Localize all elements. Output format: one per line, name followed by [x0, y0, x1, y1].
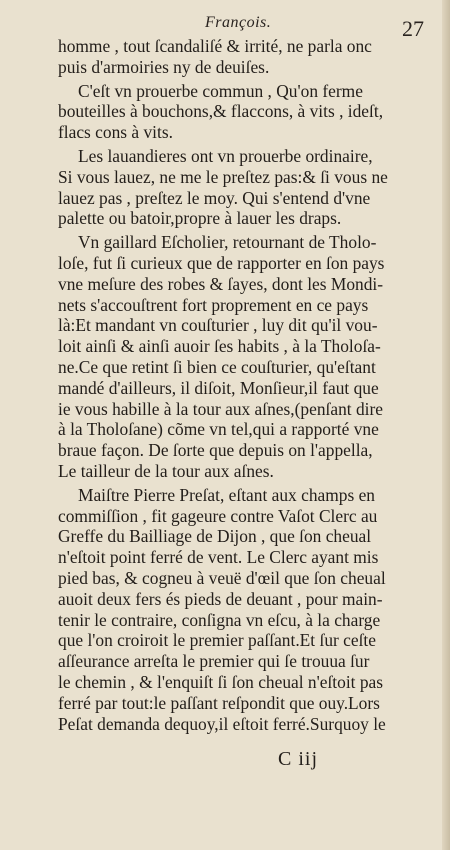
text-line: Le tailleur de la tour aux aſnes. [58, 460, 274, 481]
signature-mark: C iij [278, 748, 319, 770]
paragraph-4 [58, 232, 424, 482]
text-line: Si vous lauez, ne me le preſtez pas:& ſi vous ne [58, 166, 388, 187]
text-line: homme , tout ſcandaliſé & irrité, ne parla onc [58, 36, 372, 56]
text-line: ne.Ce que retint ſi bien ce couſturier, qu'eſtant [58, 356, 376, 377]
text-line: Peſat demanda dequoy,il eſtoit ferré.Surquoy le [58, 713, 386, 734]
text-line: à la Tholoſane) cõme vn tel,qui a rapporté vne [58, 419, 379, 440]
text-line: flacs cons à vits. [58, 122, 173, 143]
text-line: C'eſt vn prouerbe commun , Qu'on ferme [78, 80, 363, 101]
text-line: loſe, fut ſi curieux que de rapporter en ſon pays [58, 252, 385, 273]
text-line: tenir le contraire, conſigna vn eſcu, à la charge [58, 609, 381, 630]
text-line: commiſſion , fit gageure contre Vaſot Clerc au [58, 505, 378, 526]
text-line: puis d'armoiries ny de deuiſes. [58, 56, 270, 77]
text-line: Maiſtre Pierre Preſat, eſtant aux champs en [78, 484, 375, 505]
page-number: 27 [402, 16, 424, 41]
paragraph-2 [58, 81, 424, 143]
body-text [58, 36, 424, 737]
text-line: vne meſure des robes & ſayes, dont les Mondi- [58, 273, 384, 294]
text-line: Greffe du Bailliage de Dijon , que ſon cheual [58, 526, 372, 547]
text-line: loit ainſi & ainſi auoir ſes habits , à la Tholoſa- [58, 336, 381, 357]
running-head: François. [205, 14, 272, 31]
paragraph-3 [58, 146, 424, 229]
text-line: bouteilles à bouchons,& flaccons, à vits , ideſt, [58, 101, 384, 122]
text-line: là:Et mandant vn couſturier , luy dit qu'il vou- [58, 315, 378, 336]
paragraph-1 [58, 36, 424, 78]
paragraph-5 [58, 485, 424, 735]
text-line: lauez pas , preſtez le moy. Qui s'entend d'vne [58, 187, 371, 208]
text-line: palette ou batoir,propre à lauer les draps. [58, 208, 342, 229]
text-line: ie vous habille à la tour aux aſnes,(penſant dire [58, 398, 383, 419]
text-line: auoit deux fers és pieds de deuant , pour main- [58, 588, 383, 609]
text-line: pied bas, & cogneu à veuë d'œil que ſon cheual [58, 567, 386, 588]
text-line: le chemin , & l'enquiſt ſi ſon cheual n'eſtoit pas [58, 671, 384, 692]
text-line: Vn gaillard Eſcholier, retournant de Tholo- [78, 232, 377, 253]
text-line: Les lauandieres ont vn prouerbe ordinaire, [78, 145, 373, 166]
text-line: aſſeurance arreſta le premier qui ſe trouua ſur [58, 651, 370, 672]
text-line: braue façon. De ſorte que depuis on l'appella, [58, 440, 373, 461]
text-line: nets s'accouſtrent fort proprement en ce pays [58, 294, 369, 315]
page-edge [442, 0, 450, 850]
text-line: que l'on croiroit le premier paſſant.Et ſur ceſte [58, 630, 376, 651]
text-line: n'eſtoit point ferré de vent. Le Clerc ayant mis [58, 547, 379, 568]
text-line: ferré par tout:le paſſant reſpondit que ouy.Lors [58, 692, 380, 713]
text-line: mandé d'ailleurs, il diſoit, Monſieur,il faut que [58, 377, 379, 398]
